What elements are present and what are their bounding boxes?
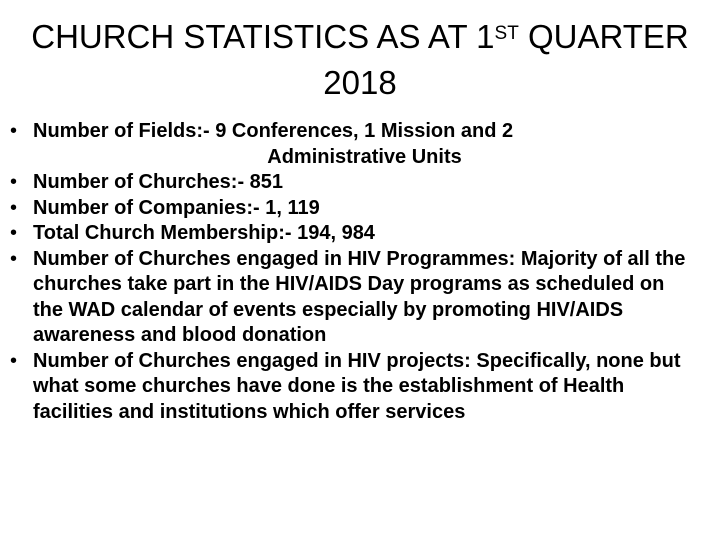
title-line1-text: CHURCH STATISTICS AS AT 1 <box>31 18 495 55</box>
slide-title <box>20 14 700 106</box>
title-line2-year: 2018 <box>323 64 397 101</box>
list-item-hiv-projects <box>6 349 696 426</box>
list-item-text: Total Church Membership:- 194, 984 <box>33 222 375 244</box>
statistics-list <box>6 119 696 425</box>
list-item-churches <box>6 170 696 196</box>
bullet-icon: • <box>10 171 18 193</box>
list-item-text: Number of Churches engaged in HIV Programmes: Majority of all the churches take part in the HIV/AIDS Day programs as scheduled on the WAD calendar of events especially by promoting HIV/AIDS awareness and blood donation <box>33 247 686 346</box>
title-superscript: ST <box>494 23 519 44</box>
list-item-continuation: Administrative Units <box>267 145 462 168</box>
bullet-icon: • <box>10 196 18 219</box>
title-line1-suffix: QUARTER <box>518 18 689 55</box>
list-item-companies <box>6 196 696 222</box>
list-item-text: Number of Companies:- 1, 119 <box>33 196 320 219</box>
list-item-text: Number of Fields:- 9 Conferences, 1 Mission and 2 <box>33 120 514 142</box>
list-item-text: Number of Churches engaged in HIV projects: Specifically, none but what some churches have done is the establishment of Health facilities and institutions which offer services <box>33 349 681 423</box>
bullet-icon: • <box>10 247 18 270</box>
list-item-fields <box>6 119 696 170</box>
bullet-icon: • <box>10 222 18 244</box>
bullet-icon: • <box>10 120 18 142</box>
list-item-text: Number of Churches:- 851 <box>33 171 284 193</box>
bullet-icon: • <box>10 349 18 372</box>
list-item-hiv-programmes <box>6 247 696 349</box>
list-item-membership <box>6 221 696 247</box>
